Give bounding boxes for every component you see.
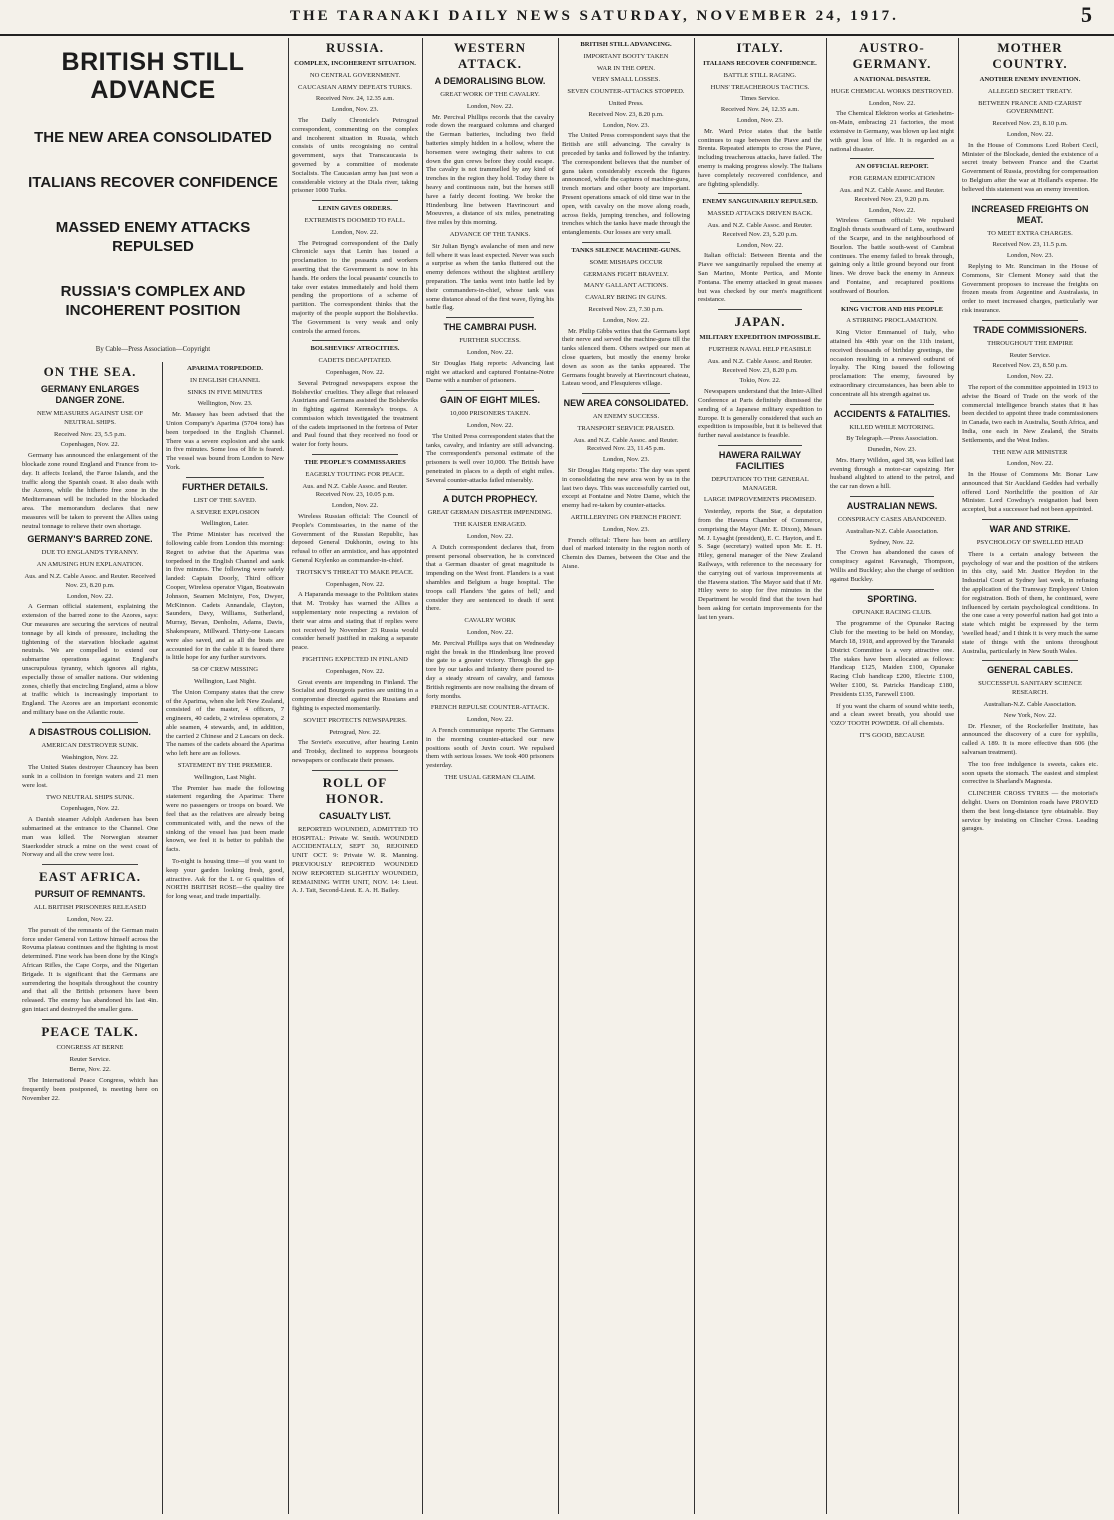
article-subhead: DEPUTATION TO THE GENERAL MANAGER.: [711, 475, 809, 492]
article-title: ENEMY SANGUINARILY REPULSED.: [702, 198, 818, 206]
article-subhead: TO MEET EXTRA CHARGES.: [987, 229, 1073, 237]
dateline: Washington, Nov. 22.: [61, 753, 119, 761]
dateline: Wellington, Nov. 23.: [197, 400, 253, 408]
article-subhead: GERMANS FIGHT BRAVELY.: [583, 270, 669, 278]
column-5: [562, 38, 690, 1514]
article-body: In the House of Commons Lord Robert Cecil, Minister of the Blockade, denied the existence of a secret treaty between France and the Czarist Government of Russia, providing for compensation to Belgium after the war at Holland's expense. He believed this statement was an enemy invention.: [962, 141, 1098, 193]
article-subhead: CAVALRY WORK: [464, 617, 516, 625]
advertisement: If you want the charm of sound white teeth, and a clean sweet breath, you should use 'OZO' TOOTH POWDER. Of all chemists.: [830, 702, 954, 728]
article-body: Dr. Flexner, of the Rockefeller Institute, has announced the discovery of a cure for syphilis, called A 189. It is more effective than 606 (the salvarsan treatment).: [962, 722, 1098, 757]
article-subhead: LIST OF THE SAVED.: [193, 496, 257, 504]
article-subhead: FRENCH REPULSE COUNTER-ATTACK.: [430, 704, 550, 712]
dateline: Copenhagen, Nov. 22.: [325, 580, 385, 588]
article-subtitle: GERMANY ENLARGES DANGER ZONE.: [40, 384, 140, 405]
dateline: London, Nov. 22.: [331, 502, 379, 510]
received-line: Received Nov. 23, 5.5 p.m.: [54, 430, 126, 438]
article-subhead: ALLEGED SECRET TREATY.: [987, 87, 1073, 95]
article-subhead: AN AMUSING HUN EXPLANATION.: [36, 561, 144, 569]
article-title: WAR AND STRIKE.: [989, 524, 1071, 535]
dateline: Berne, Nov. 22.: [69, 1066, 111, 1074]
received-line: Aus. and N.Z. Cable Assoc. and Reuter. Received Nov. 23, 10.05 p.m.: [302, 482, 408, 499]
dateline: London, Nov. 22.: [466, 629, 514, 637]
article-title: INCREASED FREIGHTS ON MEAT.: [971, 203, 1089, 225]
article-body: The Petrograd correspondent of the Daily Chronicle says that Lenin has issued a proclamation to the peasants and workers asserting that the Government is now in his hands. He orders the local peasants' councils to take over estates immediately and hold them pending the proportions of a scheme of partition. The correspondent thinks that the majority of the people support the Bolsheviks. The Government is very weak and only controls the armed forces.: [292, 239, 418, 335]
dateline: London, Nov. 22.: [466, 102, 514, 110]
dateline: London, Nov. 22.: [466, 716, 514, 724]
article-subhead: CADETS DECAPITATED.: [318, 357, 392, 365]
dateline: Tokio, Nov. 22.: [739, 377, 781, 385]
article-body: The United Press correspondent says that the British are still advancing. The cavalry is preceded by tanks and followed by the infantry. The correspondent believes that the number of guns taken considerably exceeds the figures announced, while the captures of machine-guns, trench mortars and other booty are important. Present operations smack of old time war in the open, with cavalry on the move along roads, across fields, jumping trenches, and following trenches which the tanks have made through the entanglements. Our losses are very small.: [562, 132, 690, 237]
dateline: London, Nov. 23.: [602, 525, 650, 533]
article-body: French official: There has been an artillery duel of marked intensity in the region north of Chemin des Dames, between the Oise and the Aisne.: [562, 536, 690, 571]
article-title: ROLL OF HONOR.: [322, 774, 388, 806]
article-subhead: FURTHER SUCCESS.: [459, 337, 521, 345]
dateline: London, Nov. 22.: [466, 348, 514, 356]
article-body: Mr. Percival Phillips says that on Wednesday night the break in the Hindenburg line proved the gate to a greater victory. Through the gap tore by our tanks and infantry there poured to-day a steady stream of cavalry, and famous British regiments are now realising the dream of forty months.: [426, 639, 554, 700]
article-subhead: PSYCHOLOGY OF SWELLED HEAD: [976, 539, 1084, 547]
lead-headlines: [22, 38, 284, 358]
article-body: Several Petrograd newspapers expose the Bolsheviks' cruelties. They allege that released Austrians and Germans assisted the Bolsheviks in fighting against Kerensky's troops. A commission which investigated the treatment of the cadets imprisoned in the fortress of Peter and Paul found that they received no food or water for forty hours.: [292, 379, 418, 449]
article-body: Sir Julian Byng's avalanche of men and new fell where it was least expected. Never was such a surprise as when the tanks fluttered out the enemy defences without the slightest artillery preparation. The tanks went into battle led by their commanders-in-chief, whose tank was some distance ahead of the first wave, flying his battle flag.: [426, 242, 554, 312]
article-subhead: MILITARY EXPEDITION IMPOSSIBLE.: [699, 334, 821, 342]
article-body: REPORTED WOUNDED, ADMITTED TO HOSPITAL: Private W. Smith. WOUNDED ACCIDENTALLY, SEPT 30, REJOINED UNIT OCT. 9: Private W. R. Manning. PREVIOUSLY REPORTED WOUNDED NOW REPORTED SLIGHTLY WOUNDED, REMAINING WITH UNIT, NOV. 14: Lieut. A. J. Tait, Second-Lieut. E. A. H. Bailey.: [292, 825, 418, 895]
article-subtitle: CASUALTY LIST.: [319, 810, 391, 821]
lead-credit: By Cable—Press Association—Copyright: [95, 346, 211, 353]
dateline: Wellington, Last Night.: [193, 677, 257, 685]
page-number: 5: [1081, 2, 1092, 27]
article-subhead: ARTILLERYING ON FRENCH FRONT.: [570, 514, 682, 522]
article-body: The Soviet's executive, after hearing Lenin and Trotsky, declined to suppress bourgeois newspapers or confiscate their presses.: [292, 739, 418, 764]
article-subhead: CONGRESS AT BERNE: [56, 1043, 124, 1051]
received-line: Received Nov. 23, 8.20 p.m.: [588, 110, 664, 118]
article-title: A DUTCH PROPHECY.: [442, 494, 538, 505]
article-title: APARIMA TORPEDOED.: [187, 365, 263, 372]
article-body: A French communique reports: The Germans in the morning counter-attacked our new positions south of Juvin court. We repulsed them with serious losses. We took 400 prisoners yesterday.: [426, 727, 554, 770]
article-body: Mrs. Harry Willdon, aged 38, was killed last evening through a motor-car capsizing. Her husband alighted to attend to the petrol, and the car ran down a hill.: [830, 456, 954, 491]
dateline: Copenhagen, Nov. 22.: [60, 805, 120, 813]
article-subhead: SEVEN COUNTER-ATTACKS STOPPED.: [567, 88, 685, 96]
dateline: London, Nov. 22.: [602, 316, 650, 324]
article-subhead: IN ENGLISH CHANNEL: [190, 376, 260, 384]
column-1: [22, 362, 158, 1514]
article-body: Mr. Ward Price states that the battle continues to rage between the Piave and the Brenta. Repeated attempts to cross the Piave, including treacherous attacks, have failed. The enemy is making progress slowly. The Italians have completely recovered confidence, and are fighting splendidly.: [698, 127, 822, 188]
column-6: [698, 38, 822, 1514]
lead-headline-2: THE NEW AREA CONSOLIDATED: [34, 129, 272, 146]
article-body: Mr. Massey has been advised that the Union Company's Aparima (5704 tons) has been torpedoed in the English Channel. There was a severe explosion and she sank in five minutes. Some loss of life is feared. The vessel was bound from London to New York.: [166, 411, 284, 471]
dateline: London, Nov. 22.: [868, 206, 916, 214]
article-title: LENIN GIVES ORDERS.: [318, 205, 392, 213]
article-body: The United Press correspondent states that the tanks, cavalry, and infantry are still advancing. The correspondent's personal estimate of the prisoners is well over 10,000. The British have penetrated in places to a depth of eight miles. Several counter-attacks failed miserably.: [426, 432, 554, 484]
article-subhead: CONSPIRACY CASES ABANDONED.: [837, 516, 947, 524]
advertisement: CLINCHER CROSS TYRES — the motorist's delight. Users on Dominion roads have PROVED them the best long-distance tyre obtainable. Buy service by insisting on Clincher Cross. Leading garages.: [962, 790, 1098, 833]
article-subhead: A SEVERE EXPLOSION: [190, 508, 260, 516]
article-subhead: MANY GALLANT ACTIONS.: [583, 282, 669, 290]
dateline: Dunedin, Nov. 23.: [867, 446, 917, 454]
service-line: Times Service.: [740, 95, 780, 103]
article-body: Wireless German official: We repulsed English thrusts southward of Lens, southward of the Scarpe, and in the neighbourhood of Bourlon. The battle south-west of Cambrai continues. The enemy failed to break through, gaining only a little ground beyond our front lines. We drove back the enemy in Anneux and Fontaine, and recaptured positions southward of Bourlon.: [830, 217, 954, 295]
article-title: RUSSIA.: [326, 40, 384, 55]
dateline: Wellington, Later.: [201, 520, 249, 528]
column-rule: [558, 38, 559, 1514]
service-line: Reuter Service.: [69, 1055, 111, 1063]
article-subhead: AMERICAN DESTROYER SUNK.: [41, 741, 139, 749]
article-title: PEACE TALK.: [41, 1023, 139, 1039]
dateline: Wellington, Last Night.: [193, 773, 257, 781]
article-subhead: THE NEW AIR MINISTER: [992, 448, 1068, 456]
column-rule: [162, 362, 163, 1514]
dateline: Copenhagen, Nov. 22.: [325, 368, 385, 376]
service-line: Reuter Service.: [1009, 351, 1051, 359]
article-subhead: 10,000 PRISONERS TAKEN.: [449, 410, 531, 418]
article-title: MOTHER COUNTRY.: [992, 40, 1068, 71]
article-subhead: OPUNAKE RACING CLUB.: [852, 608, 932, 616]
article-body: Replying to Mr. Runciman in the House of Commons, Sir Clement Money said that the Government proposes to increase the freights on frozen meats from Argentine and Australasia, in order to meet increased charges, particularly war risk insurance.: [962, 262, 1098, 314]
dateline: London, Nov. 22.: [868, 99, 916, 107]
article-subhead: TROTSKY'S THREAT TO MAKE PEACE.: [296, 568, 414, 576]
article-title: WESTERN ATTACK.: [453, 40, 527, 71]
article-body: The Chemical Elektron works at Griesheim-on-Main, embracing 21 factories, the most extensive in Germany, was blown up last night with great loss of life. It is regarded as a national disaster.: [830, 110, 954, 153]
article-title: HAWERA RAILWAY FACILITIES: [718, 449, 802, 471]
article-subhead: MASSED ATTACKS DRIVEN BACK.: [707, 210, 813, 218]
received-line: Received Nov. 24, 12.35 a.m.: [315, 95, 395, 103]
advertisement: The too free indulgence is sweets, cakes etc. soon upsets the stomach. The easiest and simplest corrective is Sharland's Magnesia.: [962, 760, 1098, 786]
lead-headline-3: ITALIANS RECOVER CONFIDENCE: [28, 174, 278, 191]
article-subhead: 58 OF CREW MISSING: [191, 666, 258, 674]
article-subhead: CAUCASIAN ARMY DEFEATS TURKS.: [298, 83, 412, 91]
column-rule: [958, 38, 959, 1514]
service-line: Australian-N.Z. Cable Association.: [845, 527, 939, 535]
article-body: There is a certain analogy between the psychology of war and the position of the strikers in this city, said Mr. Justice Heydon in the Industrial Court at Sydney last week, in refusing the application of the Tramway Employees' Union for registration. Both of them, he continued, were influenced by certain psychological conditions. In the one case a very powerful nation had got into a state which might be expressed by the term 'swelled head,' and I think it is very much the same state of things with the unions throughout Australia, particularly in New South Wales.: [962, 550, 1098, 655]
article-subhead: A NATIONAL DISASTER.: [853, 76, 931, 83]
article-body: King Victor Emmanuel of Italy, who attained his 48th year on the 11th instant, received thousands of birthday greetings, the occasion resulting in a renewed outburst of loyalty. The King issued the following proclamation: The enemy, favoured by extraordinary circumstances, has been able to concentrate all his strength against us.: [830, 329, 954, 398]
article-subhead: ANOTHER ENEMY INVENTION.: [979, 76, 1081, 83]
received-line: Received Nov. 24, 12.35 a.m.: [720, 106, 800, 114]
received-line: Received Nov. 23, 7.30 p.m.: [588, 305, 664, 313]
article-title: NEW AREA CONSOLIDATED.: [563, 398, 689, 409]
article-body: Wireless Russian official: The Council of People's Commissaries, in the name of the Government of the Russian Republic, has deposed General Dukhonin, owing to his refusal to offer an armistice, and has appointed General Krylenko as commander-in-chief.: [292, 513, 418, 565]
article-subhead: ALL BRITISH PRISONERS RELEASED: [33, 904, 147, 912]
article-body: A Danish steamer Adolph Andersen has been submarined at the entrance to the Channel. One man was killed. The Norwegian steamer Staerkodder struck a mine on the west coast of Norway and all the crew were lost.: [22, 816, 158, 859]
column-7: [830, 38, 954, 1514]
article-subhead: THROUGHOUT THE EMPIRE: [987, 339, 1073, 347]
article-subhead: ITALIANS RECOVER CONFIDENCE.: [703, 60, 817, 67]
article-title: JAPAN.: [734, 314, 786, 330]
received-line: Aus. and N.Z. Cable Assoc. and Reuter. Received Nov. 23, 8.20 p.m.: [707, 357, 813, 374]
article-body: The International Peace Congress, which has frequently been postponed, is meeting here on November 22.: [22, 1077, 158, 1102]
article-subhead: VERY SMALL LOSSES.: [591, 76, 661, 84]
article-subhead: FIGHTING EXPECTED IN FINLAND: [302, 656, 408, 664]
article-body: The Premier has made the following statement regarding the Aparima: There were no passengers or troops on board. We feel that as the relatives are already being communicated with, and the news of the sinking of the vessel has just been made known, we feel it is better to publish the facts.: [166, 784, 284, 854]
received-line: Received Nov. 23, 8.10 p.m.: [992, 120, 1068, 128]
received-line: Received Nov. 23, 8.50 p.m.: [992, 362, 1068, 370]
article-subhead: BETWEEN FRANCE AND CZARIST GOVERNMENT.: [978, 99, 1082, 116]
service-line: Australian-N.Z. Cable Association.: [983, 701, 1077, 709]
article-subhead: IT'S GOOD, BECAUSE: [859, 732, 925, 740]
masthead: [0, 0, 1114, 36]
article-body: Mr. Percival Phillips records that the cavalry rode down the rearguard columns and charged the German batteries, including two field batteries simply hidden in a hollow, where the horsemen were swinging their sabres to cut down the gun crews before they could escape. The cavalry is not trammelled by any kind of trenches in the region they hold. Today there is heavy and continuous rain, but the horses still have a fairly decent footing. We broke the Hindenburg line between Havrincourt and Moeuvres, a distance of six miles, penetrating five miles by this morning.: [426, 113, 554, 227]
dateline: Copenhagen, Nov. 22.: [325, 667, 385, 675]
dateline: London, Nov. 23.: [602, 456, 650, 464]
received-line: Aus. and N.Z. Cable Assoc. and Reuter. Received Nov. 23, 8.20 p.m.: [24, 572, 156, 589]
dateline: London, Nov. 22.: [1006, 130, 1054, 138]
lead-headline-4: MASSED ENEMY ATTACKS REPULSED: [55, 219, 251, 255]
article-subhead: BATTLE STILL RAGING.: [723, 71, 797, 79]
article-subhead: LARGE IMPROVEMENTS PROMISED.: [703, 496, 817, 504]
article-title: TRADE COMMISSIONERS.: [973, 324, 1087, 335]
article-body: The United States destroyer Chauncey has been sunk in a collision in foreign waters and 21 men were lost.: [22, 764, 158, 789]
article-subhead: AN ENEMY SUCCESS.: [592, 413, 660, 421]
article-title: TANKS SILENCE MACHINE-GUNS.: [571, 246, 681, 254]
article-subhead: EAGERLY TOUTING FOR PEACE.: [305, 470, 405, 478]
article-title: AN OFFICIAL REPORT.: [855, 163, 929, 171]
article-title: BOLSHEVIKS' ATROCITIES.: [310, 345, 400, 353]
column-8: [962, 38, 1098, 1514]
received-line: Aus. and N.Z. Cable Assoc. and Reuter. Received Nov. 23, 5.20 p.m.: [707, 221, 813, 238]
article-subhead: ADVANCE OF THE TANKS.: [449, 230, 531, 238]
article-body: Newspapers understand that the Inter-Allied Conference at Paris definitely dismissed the sending of a Japanese military expedition to Europe. It is generally considered that such an expedition is impossible, but it is believed that further naval assistance is feasible.: [698, 388, 822, 440]
article-body: Sir Douglas Haig reports: Advancing last night we attacked and captured Fontaine-Notre Dame with a number of prisoners.: [426, 359, 554, 385]
article-subhead: EXTREMISTS DOOMED TO FALL.: [304, 216, 406, 224]
article-title: GENERAL CABLES.: [987, 665, 1073, 676]
service-line: By Telegraph.—Press Association.: [846, 435, 938, 443]
article-body: The Prime Minister has received the following cable from London this morning: Regret to advise that the Aparima was torpedoed in the English Channel and sank in five minutes. The following were safely landed: Captain Doorly, Third officer Cooper, Wireless operator Vigan, Boatswain Johnson, Seamen McIntyre, Fox, Dwyer, McKinnon. Cadets Annandale, Clayton, Saunders, Davy, Williams, Sutherland, Murray, Bevan, Denholm, Adams, Davis, Shakespeare, Millward. Thirty-one Lascars were also saved, and as all the boats are accounted for in the cable it is feared there is little hope for any further survivors.: [166, 531, 284, 662]
article-body: A Haparanda message to the Politiken states that M. Trotsky has warned the Allies a supplementary note respecting a revision of their war aims and stating that if replies were not received by November 23 Russia would consider herself justified in making a separate peace.: [292, 591, 418, 652]
article-subhead: SOVIET PROTECTS NEWSPAPERS.: [303, 716, 407, 724]
article-title: A DISASTROUS COLLISION.: [29, 726, 151, 737]
column-rule: [826, 38, 827, 1514]
article-subhead: STATEMENT BY THE PREMIER.: [177, 762, 273, 770]
article-body: Mr. Philip Gibbs writes that the Germans kept their nerve and served the machine-guns till the tanks silenced them. Others swiped our men at close quarters, but mostly the enemy broke down as soon as the tanks appeared. The Germans fought bravely at Havrincourt chateau, Lateau wood, and Flesquieres village.: [562, 327, 690, 388]
article-title: AUSTRALIAN NEWS.: [846, 501, 938, 512]
article-subhead: WAR IN THE OPEN.: [596, 64, 656, 72]
column-2: [166, 362, 284, 1514]
dateline: London, Nov. 22.: [466, 533, 514, 541]
article-body: The Union Company states that the crew of the Aparima, when she left New Zealand, consisted of the master, 4 officers, 7 engineers, 40 cadets, 2 wireless operators, 2 able seamen, 4 stewards, and, in addition, the carried 2 Chinese and 2 Lascars on deck. The names of the cadets aboard the Aparima who left here are as follows.: [166, 688, 284, 758]
article-subhead: TWO NEUTRAL SHIPS SUNK.: [45, 793, 135, 801]
article-title: GAIN OF EIGHT MILES.: [439, 395, 540, 406]
dateline: London, Nov. 22.: [736, 241, 784, 249]
article-subhead: THE KAISER ENRAGED.: [453, 521, 527, 529]
article-title: FURTHER DETAILS.: [182, 481, 268, 492]
article-subhead: GREAT WORK OF THE CAVALRY.: [440, 91, 540, 98]
article-subtitle: PURSUIT OF REMNANTS.: [34, 889, 146, 900]
dateline: Copenhagen, Nov. 22.: [60, 441, 120, 449]
article-subhead: GREAT GERMAN DISASTER IMPENDING.: [427, 509, 553, 517]
article-body: The programme of the Opunake Racing Club for the meeting to be held on Monday, March 18, 1918, and approved by the Taranaki District Committee is a very attractive one. The stakes have been allocated as follows: Handicap £125, Maiden £100, Opunake Racing Club handicap £200, Electric £100, Welter £100, St. Patricks Handicap £180, Presidents £135, Farewell £100.: [830, 620, 954, 698]
article-title: SPORTING.: [867, 593, 917, 604]
article-body: In the House of Commons Mr. Bonar Law announced that Sir Auckland Geddes had verbally offered Lord Northcliffe the position of Air Minister. Lord Cowdray's resignation had been accepted, but a successor had not been appointed.: [962, 471, 1098, 514]
dateline: London, Nov. 23.: [736, 116, 784, 124]
dateline: London, Nov. 22.: [66, 916, 114, 924]
article-body: A German official statement, explaining the extension of the barred zone to the Azores, says: Our measures are securing the services of neutral tonnage by all kinds of pressure, including the tightening of the starvation blockade against neutrals. We are compelled to extend our submarine operations against England's unscrupulous tyranny, which ignores all rights, especially those of smaller nations. Our widening zones, chiefly that encircling England, aims a blow at traffic which is increasingly important to England. The Azores are an important economic and military base on the Atlantic route.: [22, 603, 158, 716]
article-body: Great events are impending in Finland. The Socialist and Bourgeois parties are uniting in a compromise directed against the Russians and fighting is expected momentarily.: [292, 678, 418, 712]
article-title: BRITISH STILL ADVANCING.: [580, 41, 672, 48]
article-title: GERMANY'S BARRED ZONE.: [27, 534, 153, 545]
column-rule: [288, 38, 289, 1514]
article-subtitle: A DEMORALISING BLOW.: [434, 76, 546, 86]
received-line: Aus. and N.Z. Cable Assoc. and Reuter. Received Nov. 23, 11.45 p.m.: [573, 436, 679, 453]
article-title: ITALY.: [736, 40, 784, 55]
article-title: ACCIDENTS & FATALITIES.: [833, 408, 951, 419]
article-title: ON THE SEA.: [43, 364, 137, 379]
column-rule: [694, 38, 695, 1514]
dateline: London, Nov. 22.: [66, 592, 114, 600]
dateline: London, Nov. 23.: [331, 106, 379, 114]
article-body: Germany has announced the enlargement of the blockade zone round England and France from to-day. It affects Iceland, the Faroe Islands, and the traffic along the Spanish coast. It also deals with the Azores, while the hitherto free zone in the Mediterranean will be included in the blockaded area. The memorandum declares that new measures will be taken to prevent the Allies using neutral tonnage to relieve their own shortage.: [22, 452, 158, 530]
column-4: [426, 38, 554, 1514]
article-subhead: NEW MEASURES AGAINST USE OF NEUTRAL SHIPS.: [36, 410, 143, 426]
dateline: London, Nov. 23.: [1006, 252, 1054, 260]
article-body: A Dutch correspondent declares that, from present personal observation, he is convinced that a German disaster of great magnitude is impending on the West front. Flanders is a vast shambles and Belgium a huge hospital. The troops call Flanders 'the gates of hell,' and consider they are sentenced to death if sent there.: [426, 543, 554, 613]
article-title: THE CAMBRAI PUSH.: [443, 322, 537, 333]
dateline: London, Nov. 22.: [331, 228, 379, 236]
dateline: London, Nov. 22.: [466, 421, 514, 429]
article-subhead: A STIRRING PROCLAMATION.: [846, 317, 938, 325]
article-subhead: HUNS' TREACHEROUS TACTICS.: [710, 83, 810, 91]
article-subhead: FOR GERMAN EDIFICATION: [849, 175, 935, 183]
article-subhead: SINKS IN FIVE MINUTES: [187, 388, 263, 396]
article-body: The pursuit of the remnants of the German main force under General von Lettow himself across the Rovuma plateau continues and the fighting is most determined. Fine work has been done by the King's African Rifles, the Cape Corps, and the Nigerian Brigade. It is significant that the Germans are surrendering the hospitals throughout the country and that all the British prisoners have been released. The enemy has abandoned his last 4in. gun intact and destroyed the smaller guns.: [22, 926, 158, 1014]
masthead-title: THE TARANAKI DAILY NEWS SATURDAY, NOVEMBER 24, 1917.: [290, 8, 899, 24]
article-subhead: HUGE CHEMICAL WORKS DESTROYED.: [831, 87, 953, 95]
article-body: The Daily Chronicle's Petrograd correspondent, commenting on the complex and incoherent situation in Russia, which consists of units recognising no central government, says that Transcaucasia is governed by a committee of moderate Socialists. The Caucasian army has just won a considerable victory at the Diala river, taking prisoner 1000 Turks.: [292, 116, 418, 195]
article-subhead: SUCCESSFUL SANITARY SCIENCE RESEARCH.: [978, 680, 1082, 697]
dateline: New York, Nov. 22.: [1003, 711, 1057, 719]
received-line: Received Nov. 23, 11.5 p.m.: [992, 241, 1068, 249]
article-title: AUSTRO-GERMANY.: [852, 40, 932, 71]
dateline: London, Nov. 23.: [602, 121, 650, 129]
lead-headline-main: BRITISH STILL ADVANCE: [61, 48, 245, 104]
column-3: [292, 38, 418, 1514]
lead-headline-5: RUSSIA'S COMPLEX AND INCOHERENT POSITION: [60, 283, 246, 319]
dateline: London, Nov. 22.: [1006, 373, 1054, 381]
article-subhead: COMPLEX, INCOHERENT SITUATION.: [294, 60, 416, 67]
service-line: United Press.: [608, 99, 644, 107]
article-subhead: THE USUAL GERMAN CLAIM.: [444, 774, 536, 781]
received-line: Aus. and N.Z. Cable Assoc. and Reuter. Received Nov. 23, 9.20 p.m.: [839, 186, 945, 203]
article-subhead: SOME MISHAPS OCCUR: [589, 258, 663, 266]
article-subhead: IMPORTANT BOOTY TAKEN: [583, 52, 669, 60]
article-subhead: TRANSPORT SERVICE PRAISED.: [577, 424, 675, 432]
dateline: London, Nov. 22.: [1006, 460, 1054, 468]
advertisement: To-night is housing time—if you want to keep your garden looking fresh, good, attractive. Ask for the L or G qualities of NORTH BRITISH ROSE—the quality tire for long wear, and trade impartially.: [166, 858, 284, 901]
article-subhead: CAVALRY BRING IN GUNS.: [585, 294, 667, 302]
column-rule: [422, 38, 423, 1514]
article-subhead: NO CENTRAL GOVERNMENT.: [309, 71, 401, 79]
article-body: The report of the committee appointed in 1913 to advise the Board of Trade on the work of the commercial intelligence branch states that it has been decided to appoint three trade commissioners in Canada, two each in Australia, South Africa, and India, one each in New Zealand, the Straits Settlements, and the West Indies.: [962, 383, 1098, 444]
article-subhead: DUE TO ENGLAND'S TYRANNY.: [41, 549, 139, 557]
article-body: Yesterday, reports the Star, a deputation from the Hawera Chamber of Commerce, comprising the Mayor (Mr. E. Dixon), Messrs M. J. Lysaght (president), E. C. Hayton, and E. S. Sage (secretary) waited upon Mr. E. H. Hiley, general manager of the New Zealand Railways, with reference to the necessary for the carrying out of various improvements at the Hawera station. The Mayor said that if Mr. Hiley were to stop for five minutes in the Department he would find that the town had been asking for certain improvements for the last ten years.: [698, 508, 822, 621]
dateline: Petrograd, Nov. 22.: [329, 728, 381, 736]
article-title: THE PEOPLE'S COMMISSARIES: [304, 459, 406, 467]
article-title: EAST AFRICA.: [38, 869, 142, 885]
article-body: Italian official: Between Brenta and the Piave we sanguinarily repulsed the enemy at San Marino, Monte Pertica, and Monte Fontana. The enemy attacked in great masses but was checked by our men's magnificent resistance.: [698, 252, 822, 304]
article-subhead: KILLED WHILE MOTORING.: [849, 423, 935, 431]
article-title: KING VICTOR AND HIS PEOPLE: [841, 305, 943, 313]
article-subhead: FURTHER NAVAL HELP FEASIBLE: [708, 345, 812, 353]
dateline: Sydney, Nov. 22.: [869, 538, 915, 546]
article-body: The Crown has abandoned the cases of conspiracy against Kavanagh, Thompson, Willis and Buckley; also the charge of sedition against Buckley.: [830, 549, 954, 583]
article-body: Sir Douglas Haig reports: The day was spent in consolidating the new area won by us in the last two days. This was successfully carried out, except at Fontaine and Notre Dame, which the enemy had re-taken by counter-attacks.: [562, 467, 690, 510]
